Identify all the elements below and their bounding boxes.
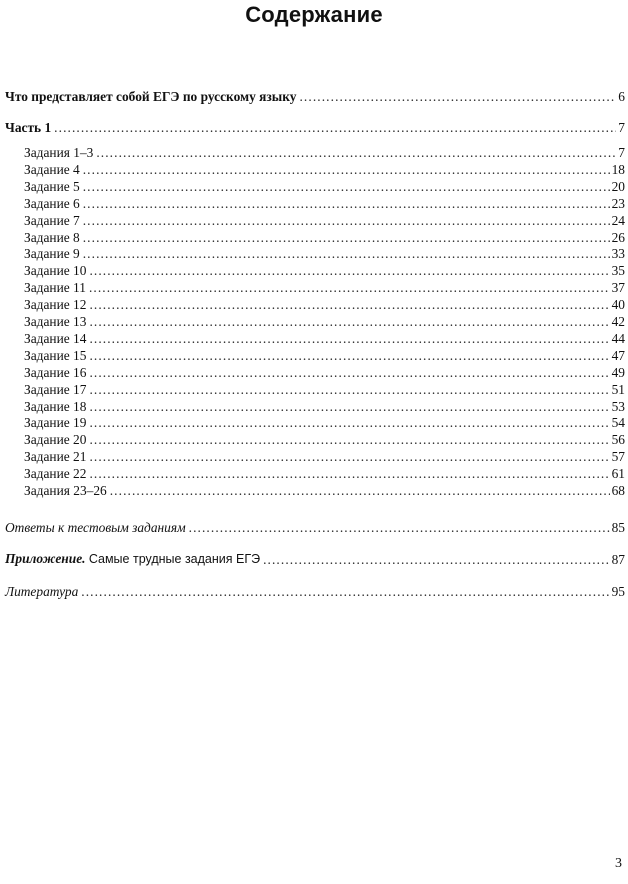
toc-entry-label: Задание 13: [24, 314, 87, 329]
toc-page-number: 95: [611, 584, 625, 599]
toc-page-number: 56: [611, 432, 625, 448]
toc-entry-label: Литература: [5, 584, 79, 599]
toc-entry-task[interactable]: [24, 228, 625, 245]
dot-leader: [89, 382, 609, 397]
dot-leader: [110, 483, 610, 498]
toc-page-number: 35: [611, 263, 625, 279]
dot-leader: [89, 263, 609, 278]
toc-entry-task[interactable]: [24, 194, 625, 211]
dot-leader: [89, 348, 609, 363]
dot-leader: [89, 415, 609, 430]
dot-leader: [81, 584, 609, 599]
dot-leader: [96, 145, 616, 160]
toc-page-number: 61: [611, 466, 625, 482]
toc-entry-label: Задание 16: [24, 364, 87, 380]
toc-entry-label: Что представляет собой ЕГЭ по русскому языку: [5, 89, 297, 104]
toc-entry-label: Задания 1–3: [24, 145, 94, 160]
toc-entry-task[interactable]: [24, 261, 625, 278]
dot-leader: [83, 246, 610, 261]
toc-entry-task[interactable]: [24, 160, 625, 177]
dot-leader: [83, 196, 610, 211]
dot-leader: [89, 314, 609, 329]
toc-entry-task[interactable]: [24, 211, 625, 228]
dot-leader: [189, 520, 610, 535]
dot-leader: [89, 399, 609, 414]
toc-page-number: 6: [618, 89, 625, 104]
dot-leader: [83, 162, 610, 177]
toc-entry-label: Задание 19: [24, 415, 87, 431]
toc-entry-label: [5, 551, 260, 567]
toc-entry-intro[interactable]: [5, 87, 625, 104]
toc-entry-task[interactable]: [24, 397, 625, 414]
dot-leader: [89, 331, 609, 346]
toc-entry-label: Задание 18: [24, 398, 87, 414]
toc-entry-label: Задание 11: [24, 280, 86, 296]
toc-entry-task[interactable]: [24, 329, 625, 346]
toc-page-number: 68: [611, 483, 625, 498]
dot-leader: [54, 120, 616, 135]
toc-entry-task[interactable]: [24, 413, 625, 430]
toc-page-number: 7: [618, 120, 625, 135]
toc-page-number: 44: [611, 330, 625, 346]
toc-entry-task[interactable]: [24, 177, 625, 194]
toc-entry-label: Задание 22: [24, 466, 87, 482]
toc-page-number: 51: [611, 381, 625, 397]
dot-leader: [89, 280, 610, 295]
toc-page-number: 49: [611, 364, 625, 380]
toc-entry-task[interactable]: [24, 447, 625, 464]
page-number: 3: [615, 856, 622, 871]
dot-leader: [89, 466, 609, 481]
toc-entry-label: Задание 8: [24, 229, 80, 245]
toc-entry-label: Задание 9: [24, 246, 80, 262]
toc-page-number: 40: [611, 297, 625, 313]
toc-entry-task[interactable]: [24, 278, 625, 295]
toc-page-number: 54: [611, 415, 625, 431]
toc-page-number: 53: [611, 398, 625, 414]
toc-page-number: 24: [611, 212, 625, 228]
toc-page-number: 7: [618, 145, 625, 160]
toc-entry-task[interactable]: [24, 481, 625, 498]
dot-leader: [83, 230, 610, 245]
dot-leader: [89, 432, 609, 447]
toc-entry-task[interactable]: [24, 380, 625, 397]
dot-leader: [299, 89, 616, 104]
toc-entry-task[interactable]: [24, 430, 625, 447]
toc-entry-task[interactable]: [24, 244, 625, 261]
toc-page-number: 18: [611, 161, 625, 177]
toc-entry-task[interactable]: [24, 464, 625, 481]
dot-leader: [89, 365, 609, 380]
toc-page-number: 33: [611, 246, 625, 262]
toc-entry-task[interactable]: [24, 143, 625, 160]
toc-entry-label: Задание 21: [24, 449, 87, 465]
toc-entry-label: Задание 10: [24, 263, 87, 279]
toc-page-number: 85: [611, 520, 625, 535]
toc-page-number: 87: [611, 552, 625, 567]
toc-entry-label: Ответы к тестовым заданиям: [5, 520, 186, 535]
toc-entry-part-1[interactable]: [5, 118, 625, 135]
toc-entry-label: Задание 12: [24, 297, 87, 313]
toc-entry-label: Задание 17: [24, 381, 87, 397]
toc-page-number: 47: [611, 347, 625, 363]
page-title: Содержание: [245, 2, 383, 27]
toc-entry-label: Задание 20: [24, 432, 87, 448]
toc-entry-task[interactable]: [24, 312, 625, 329]
toc-entry-label: Задание 5: [24, 178, 80, 194]
toc-entry-task[interactable]: [24, 363, 625, 380]
toc-page-number: 42: [611, 314, 625, 329]
toc-page-number: 57: [611, 449, 625, 465]
toc-entry-label: Задание 15: [24, 347, 87, 363]
appendix-rest-label: Самые трудные задания ЕГЭ: [88, 552, 261, 566]
toc-page-number: 20: [611, 178, 625, 194]
toc-entry-appendix[interactable]: [5, 550, 625, 567]
toc-page-number: 37: [611, 280, 625, 296]
dot-leader: [83, 213, 610, 228]
toc-entry-label: Задания 23–26: [24, 483, 107, 498]
toc-entry-label: Задание 7: [24, 212, 80, 228]
toc-entry-literature[interactable]: [5, 582, 625, 599]
dot-leader: [89, 297, 609, 312]
toc-entry-task[interactable]: [24, 295, 625, 312]
toc-entry-label: Часть 1: [5, 120, 52, 135]
toc-page-number: 23: [611, 195, 625, 211]
appendix-strong-label: Приложение.: [5, 551, 86, 566]
toc-page-number: 26: [611, 229, 625, 245]
toc-entry-answers[interactable]: [5, 518, 625, 535]
toc-entry-label: Задание 6: [24, 195, 80, 211]
toc-entry-task[interactable]: [24, 346, 625, 363]
toc-entry-label: Задание 4: [24, 161, 80, 177]
dot-leader: [263, 552, 610, 567]
toc-entry-label: Задание 14: [24, 330, 87, 346]
dot-leader: [89, 449, 609, 464]
dot-leader: [83, 179, 610, 194]
